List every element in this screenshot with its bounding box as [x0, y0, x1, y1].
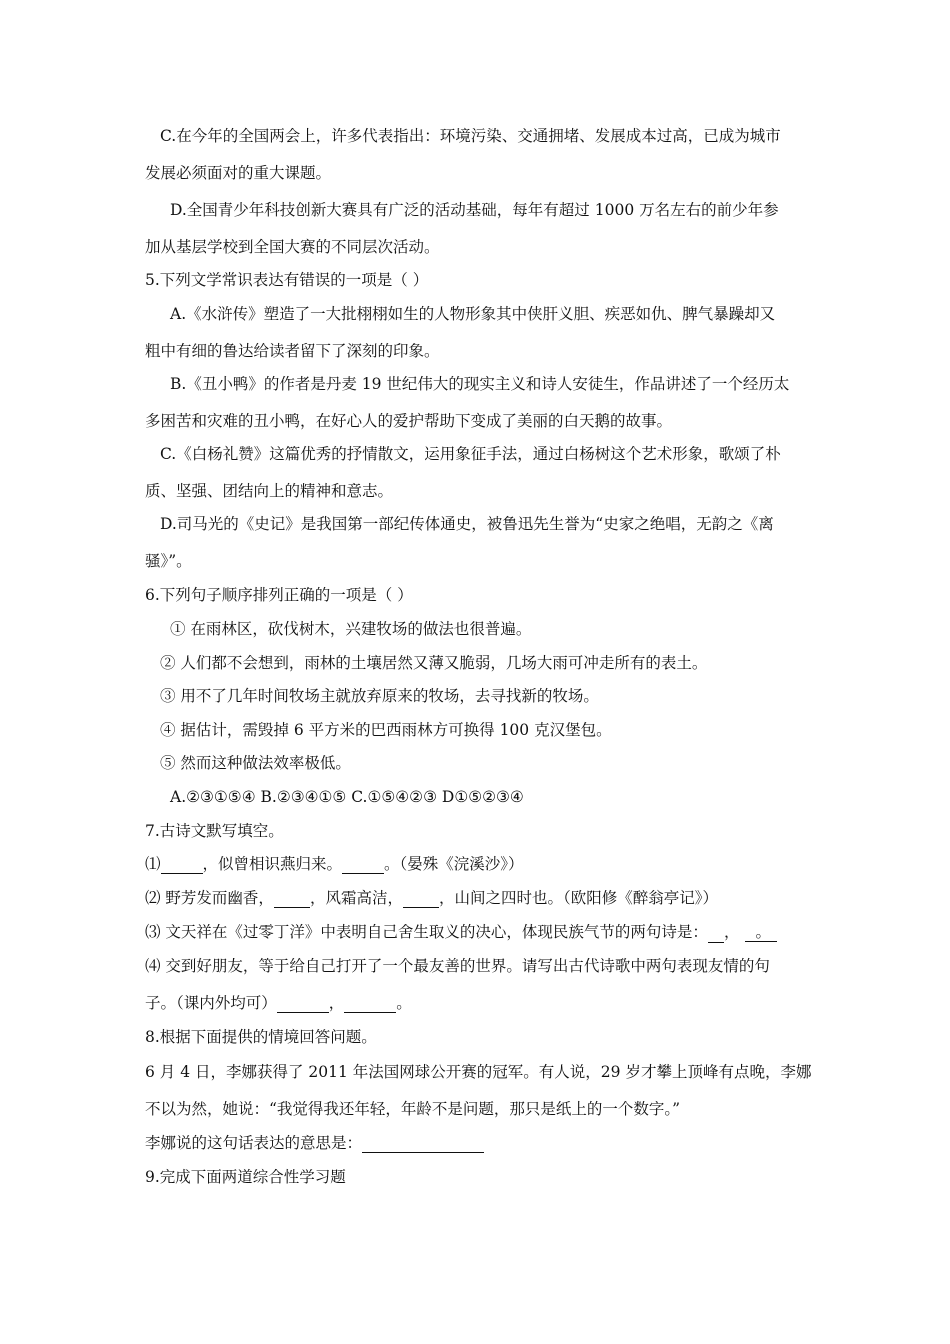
q7-p4-text-a: 子。（课内外均可）: [145, 994, 277, 1012]
q5-option-b-line2: 多困苦和灾难的丑小鸭，在好心人的爱护帮助下变成了美丽的白天鹅的故事。: [145, 412, 673, 430]
q7-p4-text-c: 。: [396, 994, 412, 1012]
q7-stem: 7.古诗文默写填空。: [145, 822, 284, 840]
q5-stem: 5.下列文学常识表达有错误的一项是（ ）: [145, 271, 429, 289]
q7-poem-4-line1: ⑷ 交到好朋友，等于给自己打开了一个最友善的世界。请写出古代诗歌中两句表现友情的句: [145, 957, 770, 975]
q9-stem: 9.完成下面两道综合性学习题: [145, 1168, 346, 1186]
answer-blank[interactable]: [362, 1136, 484, 1153]
q7-poem-1: [145, 854, 524, 874]
q8-ask-text: 李娜说的这句话表达的意思是：: [145, 1134, 363, 1152]
q7-poem-3: [145, 922, 777, 943]
q7-p1-text-b: 。（晏殊《浣溪沙》）: [384, 855, 524, 873]
q7-p4-text-b: ，: [328, 994, 345, 1012]
q4-option-d-line2: 加从基层学校到全国大赛的不同层次活动。: [145, 238, 440, 256]
q4-option-c-line1: C.在今年的全国两会上，许多代表指出：环境污染、交通拥堵、发展成本过高，已成为城市: [160, 127, 781, 145]
q7-poem-2: [145, 888, 718, 908]
blank-line[interactable]: [708, 926, 724, 943]
q8-stem: 8.根据下面提供的情境回答问题。: [145, 1028, 377, 1046]
q7-poem-4-line2: [145, 993, 412, 1013]
q6-sentence-4: ④ 据估计，需毁掉 6 平方米的巴西雨林方可换得 100 克汉堡包。: [160, 721, 612, 739]
q8-ask: [145, 1133, 484, 1153]
q5-option-b-line1: B.《丑小鸭》的作者是丹麦 19 世纪伟大的现实主义和诗人安徒生，作品讲述了一个经历太: [170, 375, 790, 393]
blank-line[interactable]: [344, 996, 396, 1013]
q5-option-a-line1: A.《水浒传》塑造了一大批栩栩如生的人物形象其中侠肝义胆、疾恶如仇、脾气暴躁却又: [170, 305, 776, 323]
q6-stem: 6.下列句子顺序排列正确的一项是（ ）: [145, 586, 413, 604]
q7-p3-text-b: ，: [723, 923, 740, 941]
q5-option-d-line1: D.司马光的《史记》是我国第一部纪传体通史，被鲁迅先生誉为“史家之绝唱，无韵之《离: [160, 515, 774, 533]
blank-line[interactable]: [403, 891, 439, 908]
q7-p2-text-a: ⑵ 野芳发而幽香，: [145, 889, 274, 907]
q7-p1-number: ⑴: [145, 855, 161, 873]
blank-line[interactable]: [161, 857, 203, 874]
blank-line[interactable]: [745, 927, 755, 943]
q6-options: A.②③①⑤④ B.②③④①⑤ C.①⑤④②③ D①⑤②③④: [170, 788, 524, 806]
q8-context-line1: 6 月 4 日，李娜获得了 2011 年法国网球公开赛的冠军。有人说，29 岁才攀上顶峰有点晚，李娜: [145, 1063, 812, 1081]
q7-p3-text-a: ⑶ 文天祥在《过零丁洋》中表明自己舍生取义的决心，体现民族气节的两句诗是：: [145, 923, 708, 941]
q4-option-c-line2: 发展必须面对的重大课题。: [145, 164, 332, 182]
q7-p2-text-b: ，风霜高洁，: [309, 889, 403, 907]
q7-p2-text-c: ，山间之四时也。（欧阳修《醉翁亭记》）: [438, 889, 718, 907]
blank-line[interactable]: [274, 891, 310, 908]
q8-context-line2: 不以为然，她说：“我觉得我还年轻，年龄不是问题，那只是纸上的一个数字。”: [145, 1100, 681, 1118]
q5-option-a-line2: 粗中有细的鲁达给读者留下了深刻的印象。: [145, 342, 440, 360]
blank-line[interactable]: [342, 857, 384, 874]
q4-option-d-line1: D.全国青少年科技创新大赛具有广泛的活动基础，每年有超过 1000 万名左右的前少年参: [170, 201, 779, 219]
q6-sentence-3: ③ 用不了几年时间牧场主就放弃原来的牧场，去寻找新的牧场。: [160, 687, 599, 705]
q7-p3-text-c: 。: [745, 923, 777, 942]
q7-p1-text-a: ，似曾相识燕归来。: [202, 855, 343, 873]
q6-sentence-1: ① 在雨林区，砍伐树木，兴建牧场的做法也很普遍。: [170, 620, 532, 638]
q5-option-c-line2: 质、坚强、团结向上的精神和意志。: [145, 482, 394, 500]
q5-option-c-line1: C.《白杨礼赞》这篇优秀的抒情散文，运用象征手法，通过白杨树这个艺术形象，歌颂了朴: [160, 445, 781, 463]
q6-sentence-5: ⑤ 然而这种做法效率极低。: [160, 754, 351, 772]
blank-line[interactable]: [277, 996, 329, 1013]
q6-sentence-2: ② 人们都不会想到，雨林的土壤居然又薄又脆弱，几场大雨可冲走所有的表土。: [160, 654, 708, 672]
q5-option-d-line2: 骚》”。: [145, 552, 192, 570]
